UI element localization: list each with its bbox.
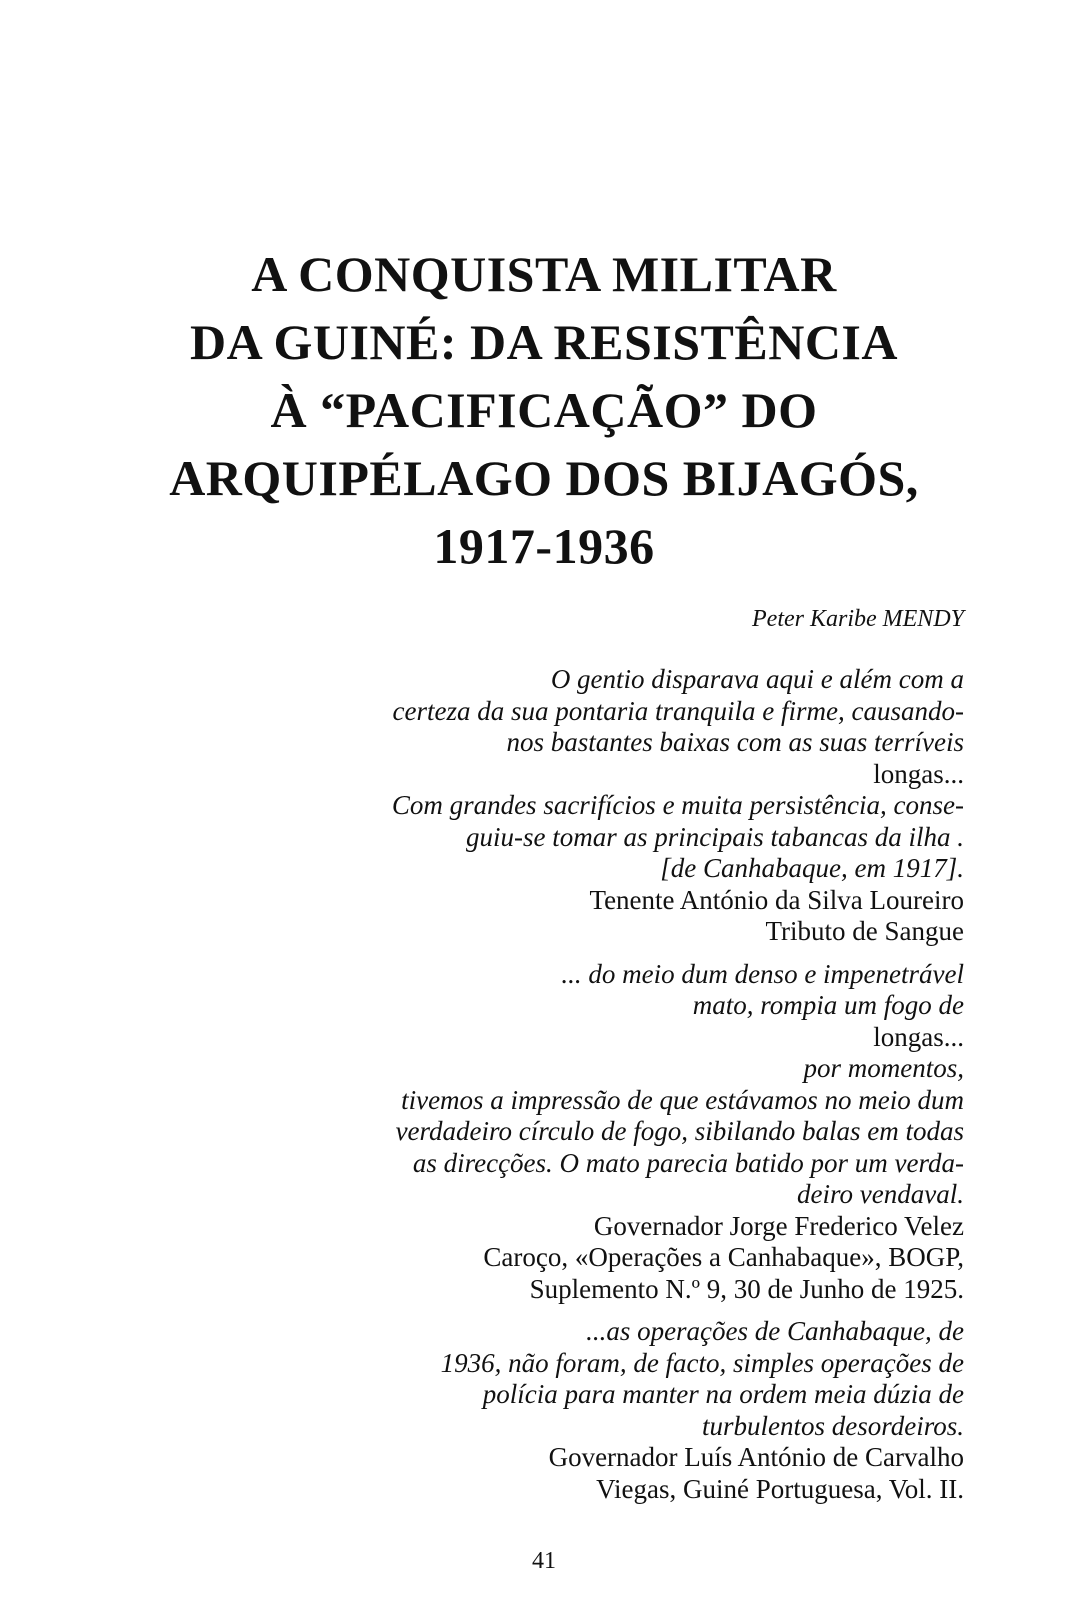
attribution-line: Governador Jorge Frederico Velez: [593, 1210, 964, 1241]
quote-line-segment: longas...: [873, 758, 964, 789]
title-line: ARQUIPÉLAGO DOS BIJAGÓS,: [169, 450, 919, 506]
article-title: [0, 240, 1088, 580]
epigraph-quote: [264, 664, 964, 885]
title-line: 1917-1936: [433, 518, 655, 574]
quote-line-segment: longas...: [873, 1021, 964, 1052]
title-line: A CONQUISTA MILITAR: [251, 246, 837, 302]
attribution-line: Tributo de Sangue: [765, 916, 964, 946]
epigraph-attribution: [264, 1442, 964, 1505]
quote-line: turbulentos desordeiros.: [702, 1410, 964, 1441]
author-name: Peter Karibe MENDY: [752, 606, 964, 632]
quote-line: polícia para manter na ordem meia dúzia de: [482, 1379, 964, 1409]
attribution-line: Governador Luís António de Carvalho: [548, 1442, 964, 1472]
epigraph-quote: [264, 959, 964, 1211]
quote-line: verdadeiro círculo de fogo, sibilando balas em todas: [395, 1116, 964, 1146]
quote-line: [264, 990, 964, 1085]
epigraph-loureiro: [264, 664, 964, 948]
quote-line: 1936, não foram, de facto, simples operações de: [440, 1347, 964, 1378]
quote-line: O gentio disparava aqui e além com a: [550, 664, 964, 694]
title-line: DA GUINÉ: DA RESISTÊNCIA: [190, 314, 898, 370]
epigraph-quote: [264, 1316, 964, 1442]
quote-line: Com grandes sacrifícios e muita persistência, conse-: [391, 790, 964, 820]
quote-line-segment: por momentos,: [803, 1053, 964, 1083]
title-line: À “PACIFICAÇÃO” DO: [270, 382, 818, 438]
quote-line: tivemos a impressão de que estávamos no meio dum: [401, 1084, 964, 1115]
quote-line: deiro vendaval.: [797, 1179, 964, 1209]
quote-line-segment: mato, rompia um fogo de: [692, 990, 964, 1020]
quote-line: [de Canhabaque, em 1917].: [660, 853, 964, 883]
attribution-line: Caroço, «Operações a Canhabaque», BOGP,: [483, 1242, 964, 1272]
quote-line: guiu-se tomar as principais tabancas da ilha .: [466, 821, 964, 852]
epigraph-attribution: [264, 885, 964, 948]
attribution-line: Suplemento N.º 9, 30 de Junho de 1925.: [529, 1273, 964, 1304]
epigraph-attribution: [264, 1211, 964, 1306]
quote-line: [264, 727, 964, 790]
quote-line: ...as operações de Canhabaque, de: [586, 1316, 964, 1346]
quote-line-segment: nos bastantes baixas com as suas terríveis: [506, 727, 964, 757]
quote-line: certeza da sua pontaria tranquila e firme, causando-: [392, 695, 964, 726]
quote-line: ... do meio dum denso e impenetrável: [561, 958, 964, 989]
attribution-line: Tenente António da Silva Loureiro: [589, 884, 964, 915]
epigraph-velez-caroco: [264, 959, 964, 1306]
attribution-line: Viegas, Guiné Portuguesa, Vol. II.: [596, 1473, 964, 1504]
quote-line: as direcções. O mato parecia batido por um verda-: [412, 1147, 964, 1178]
epigraphs: [264, 664, 964, 1505]
page-number: 41: [532, 1548, 556, 1574]
epigraph-viegas: [264, 1316, 964, 1505]
